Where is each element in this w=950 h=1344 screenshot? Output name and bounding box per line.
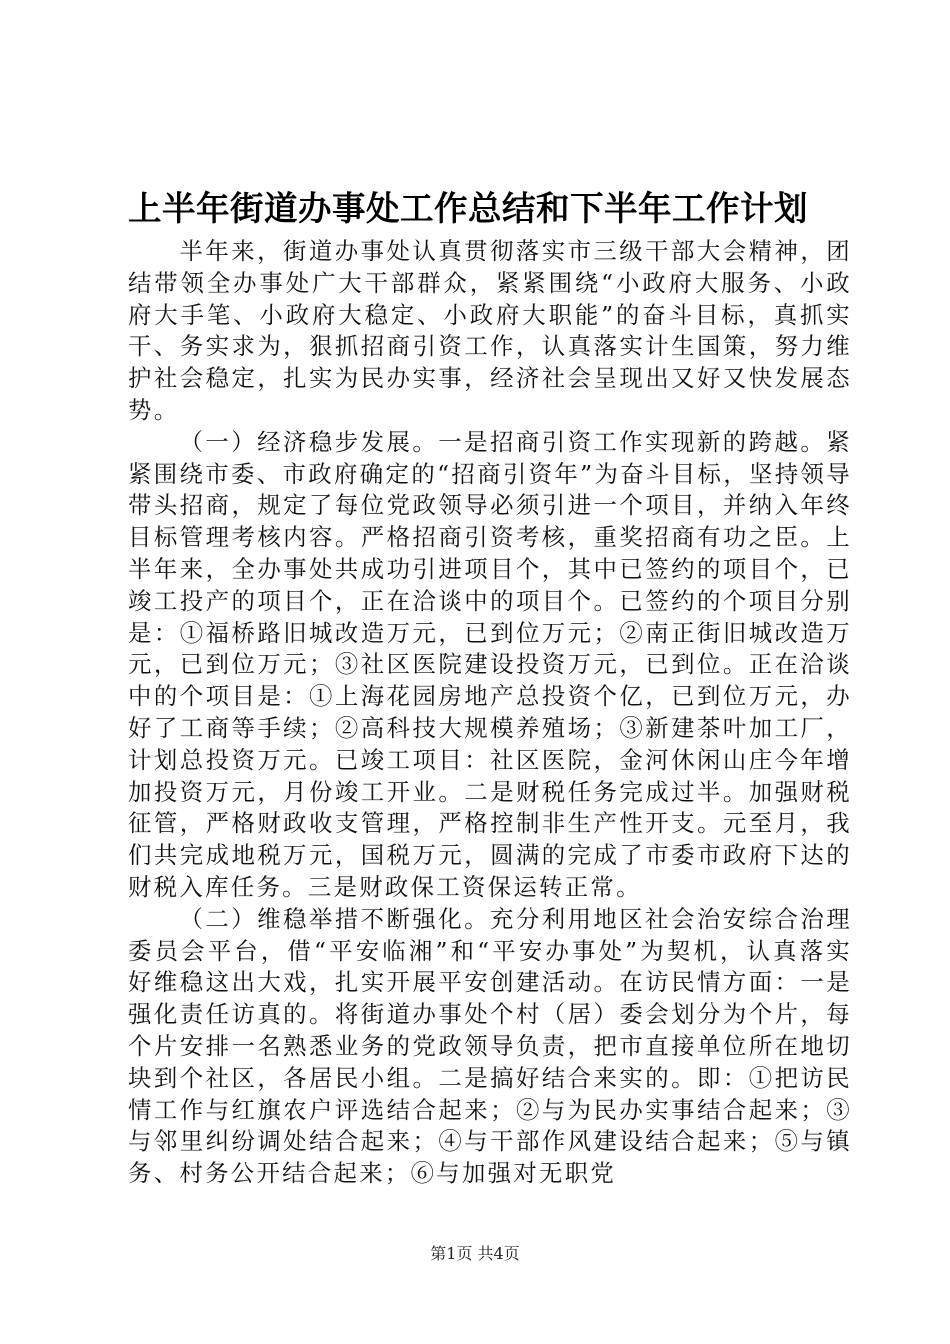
paragraph-economy: （一）经济稳步发展。一是招商引资工作实现新的跨越。紧紧围绕市委、市政府确定的“招商引资年”为奋斗目标，坚持领导带头招商，规定了每位党政领导必须引进一个项目，并纳入年终目标管理考核内容。严格招商引资考核，重奖招商有功之臣。上半年来，全办事处共成功引进项目个，其中已签约的项目个，已竣工投产的项目个，正在洽谈中的项目个。已签约的个项目分别是：①福桥路旧城改造万元，已到位万元；②南正街旧城改造万元，已到位万元；③社区医院建设投资万元，已到位。正在洽谈中的个项目是：①上海花园房地产总投资个亿，已到位万元，办好了工商等手续；②高科技大规模养殖场；③新建茶叶加工厂，计划总投资万元。已竣工项目：社区医院，金河休闲山庄今年增加投资万元，月份竣工开业。二是财税任务完成过半。加强财税征管，严格财政收支管理，严格控制非生产性开支。元至月，我们共完成地税万元，国税万元，圆满的完成了市委市政府下达的财税入库任务。三是财政保工资保运转正常。 bbox=[128, 427, 852, 901]
page-number-footer: 第1页 共4页 bbox=[430, 1244, 520, 1263]
document-title: 上半年街道办事处工作总结和下半年工作计划 bbox=[128, 189, 808, 228]
paragraph-stability: （二）维稳举措不断强化。充分利用地区社会治安综合治理委员会平台，借“平安临湘”和“平安办事处”为契机，认真落实好维稳这出大戏，扎实开展平安创建活动。在访民情方面：一是强化责任访真的。将街道办事处个村（居）委会划分为个片，每个片安排一名熟悉业务的党政领导负责，把市直接单位所在地切块到个社区，各居民小组。二是搞好结合来实的。即：①把访民情工作与红旗农户评选结合起来；②与为民办实事结合起来；③与邻里纠纷调处结合起来；④与干部作风建设结合起来；⑤与镇务、村务公开结合起来；⑥与加强对无职党 bbox=[128, 904, 852, 1188]
paragraph-intro: 半年来，街道办事处认真贯彻落实市三级干部大会精神，团结带领全办事处广大干部群众，紧紧围绕“小政府大服务、小政府大手笔、小政府大稳定、小政府大职能”的奋斗目标，真抓实干、务实求为，狠抓招商引资工作，认真落实计生国策，努力维护社会稳定，扎实为民办实事，经济社会呈现出又好又快发展态势。 bbox=[128, 237, 852, 424]
document-body bbox=[128, 236, 852, 1190]
